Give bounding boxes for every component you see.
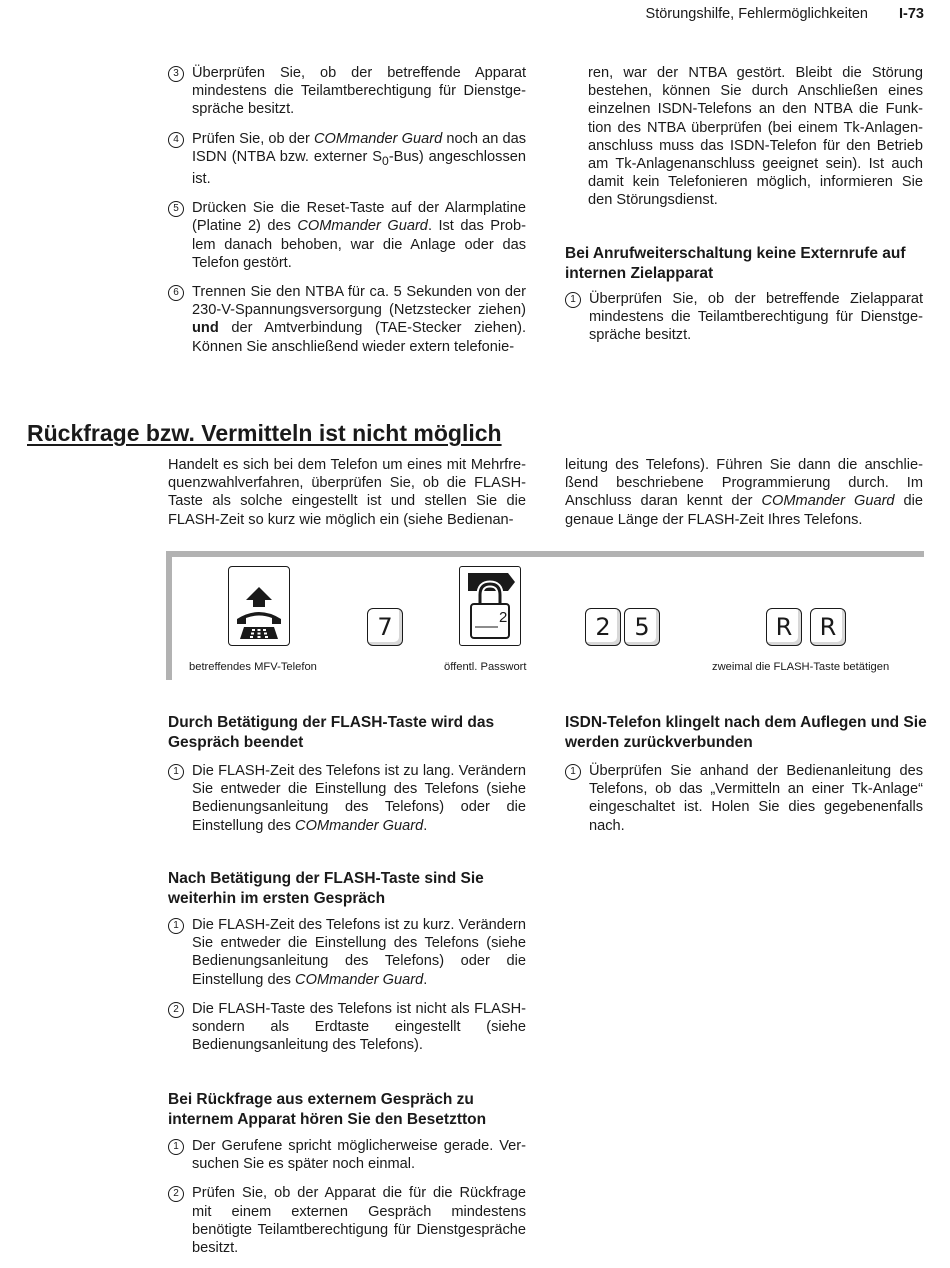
caption-phone: betreffendes MFV-Telefon	[189, 661, 317, 673]
item-number: 2	[168, 1186, 184, 1202]
item-text-part: .	[423, 817, 428, 834]
key-7: 7	[367, 608, 403, 646]
product-name: COMmander Guard	[761, 493, 895, 510]
item-text-part: . Ist das Problem danach behoben, war die Anlage oder das Telefon gestört.	[192, 218, 527, 271]
caption-password: öffentl. Passwort	[444, 661, 527, 673]
phone-handset-icon	[228, 566, 290, 646]
section-title: Rückfrage bzw. Vermitteln ist nicht möglich	[27, 420, 502, 446]
caption-flash: zweimal die FLASH-Taste betätigen	[712, 661, 890, 673]
intro-text-part: leitung des Telefons). Führen Sie dann die anschließend beschriebene Programmierung durch. Im Anschluss daran kennt der	[565, 457, 923, 510]
item-text-part: Drücken Sie die Reset-Taste auf der Alarmplatine (Platine 2) des	[192, 200, 526, 235]
item-text: Überprüfen Sie anhand der Bedienanleitung des Telefons, ob das „Vermitteln an einer Tk-Anlage“ eingeschaltet ist. Holen Sie dies gegebenenfalls nach.	[589, 763, 923, 834]
list-item	[565, 762, 923, 835]
item-text: Überprüfen Sie, ob der betreffende Apparat mindestens die Teilamtberechtigung für Dienstgespräche besitzt.	[192, 65, 526, 118]
item-number: 1	[168, 1139, 184, 1155]
subheading: Bei Rückfrage aus externem Gespräch zu internem Apparat hören Sie den Besetztton	[168, 1091, 487, 1128]
subheading: Durch Betätigung der FLASH-Taste wird das Gespräch beendet	[168, 714, 495, 751]
running-header-title: Störungshilfe, Fehlermöglichkeiten	[645, 6, 868, 22]
list-item	[168, 916, 526, 989]
subheading: ISDN-Telefon klingelt nach dem Auflegen und Sie werden zurückverbunden	[565, 714, 927, 751]
item-text: Der Gerufene spricht möglicherweise gerade. Versuchen Sie es später noch einmal.	[192, 1138, 526, 1173]
item-text-part: Die FLASH-Zeit des Telefons ist zu lang. Verändern Sie entweder die Einstellung des Telefons (siehe Bedienungsanleitung des Telefons) oder die Einstellung des	[192, 763, 526, 834]
intro-text-part: die genaue Länge der FLASH-Zeit Ihres Telefons.	[565, 493, 924, 528]
item-number: 2	[168, 1002, 184, 1018]
item-text-part: noch an das ISDN (NTBA bzw. externer S	[192, 130, 526, 165]
list-item	[168, 64, 526, 119]
product-name: COMmander Guard	[297, 218, 428, 235]
page-number: I-73	[899, 6, 924, 22]
item-number: 1	[565, 292, 581, 308]
item-number: 6	[168, 285, 184, 301]
item-number: 1	[168, 918, 184, 934]
item-number: 3	[168, 66, 184, 82]
list-item	[168, 762, 526, 835]
item-text: Überprüfen Sie, ob der betreffende Zielapparat mindestens die Teilamtberechtigung für Dienstgespräche besitzt.	[589, 291, 923, 344]
top-right-list	[565, 290, 923, 356]
continuation-text: ren, war der NTBA gestört. Bleibt die Störung bestehen, können Sie durch Anschließen eines einzelnen ISDN-Telefons an den NTBA die Funktion des NTBA überprüfen (bei einem Tk-Anlagenanschluss muss das ISDN-Telefon für den Betrieb am Tk-Anlagenanschluss geeignet sein). Ist auch damit kein Telefonieren möglich, informieren Sie den Störungsdienst.	[588, 65, 923, 209]
key-2: 2	[585, 608, 621, 646]
item-number: 1	[565, 764, 581, 780]
list-item	[168, 1000, 526, 1055]
subscript: 0	[382, 153, 389, 168]
product-name: COMmander Guard	[313, 130, 443, 147]
list-item	[168, 1137, 526, 1173]
item-text-part: der Amtverbindung (TAE-Stecker ziehen). Können Sie anschließend wieder extern telefonie-	[192, 320, 526, 355]
intro-right	[565, 456, 923, 529]
item-text-part: -Bus) angeschlossen ist.	[192, 148, 526, 187]
item-text: Die FLASH-Taste des Telefons ist nicht als FLASH- sondern als Erdtaste eingestellt (siehe Bedienungsanleitung des Telefons).	[192, 1000, 526, 1054]
lower-left-list-2	[168, 916, 526, 1065]
item-text-part: Prüfen Sie, ob der	[192, 130, 314, 147]
item-text-part: Trennen Sie den NTBA für ca. 5 Sekunden von der 230-V-Spannungsversorgung (Netzstecker ziehen)	[192, 283, 526, 319]
item-number: 4	[168, 132, 184, 148]
subheading: Nach Betätigung der FLASH-Taste sind Sie weiterhin im ersten Gespräch	[168, 870, 484, 907]
key-r: R	[766, 608, 802, 646]
panel-border-left	[166, 551, 172, 680]
list-item	[168, 1184, 526, 1257]
top-right-column	[588, 64, 923, 210]
item-number: 1	[168, 764, 184, 780]
key-r: R	[810, 608, 846, 646]
item-number: 5	[168, 201, 184, 217]
item-text-part: .	[423, 971, 428, 988]
top-left-column	[168, 64, 526, 367]
item-text: Prüfen Sie, ob der Apparat die für die Rückfrage mit einem externen Gespräch mindestens benötigte Teilamtberechtigung für Dienstgespräche besitzt.	[192, 1185, 526, 1257]
key-5: 5	[624, 608, 660, 646]
item-text-part: Die FLASH-Zeit des Telefons ist zu kurz. Verändern Sie entweder die Einstellung des Telefons (siehe Bedienungsanleitung des Telefons) oder die Einstellung des	[192, 917, 526, 988]
panel-border-top	[166, 551, 924, 557]
product-name: COMmander Guard	[295, 971, 424, 988]
padlock-icon	[459, 566, 521, 646]
emphasis: und	[192, 320, 219, 337]
intro-left: Handelt es sich bei dem Telefon um eines mit Mehrfrequenzwahlverfahren, überprüfen Sie, ob die FLASH-Taste als solche eingestellt ist und stellen Sie die FLASH-Zeit so kurz wie möglich ein (siehe Bedienan-	[168, 457, 526, 528]
list-item	[168, 130, 526, 189]
lock-digit: 2	[499, 609, 508, 626]
subheading: Bei Anrufweiterschaltung keine Externrufe auf internen Zielapparat	[565, 245, 906, 282]
list-item	[168, 283, 526, 356]
list-item	[565, 290, 923, 345]
lower-right-list	[565, 762, 923, 846]
list-item	[168, 199, 526, 272]
lower-left-list-1	[168, 762, 526, 846]
product-name: COMmander Guard	[295, 817, 424, 834]
lower-left-list-3	[168, 1137, 526, 1268]
